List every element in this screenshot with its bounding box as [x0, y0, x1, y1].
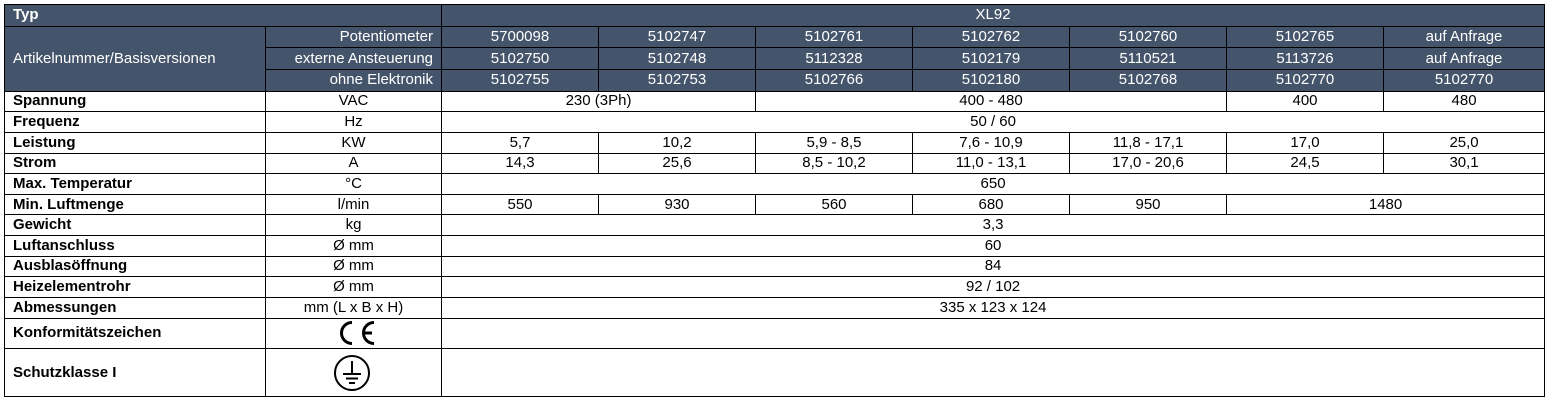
article-number: 5102770: [1384, 69, 1545, 91]
row-value: 560: [756, 194, 913, 215]
row-value: 17,0: [1227, 132, 1384, 153]
row-value: 3,3: [442, 215, 1545, 236]
row-value: 14,3: [442, 153, 599, 174]
row-unit: l/min: [266, 194, 442, 215]
article-number: 5700098: [442, 26, 599, 48]
version-label: ohne Elektronik: [266, 69, 442, 91]
article-number: 5102770: [1227, 69, 1384, 91]
row-value: 17,0 - 20,6: [1070, 153, 1227, 174]
article-number: 5102747: [599, 26, 756, 48]
row-label: Frequenz: [5, 112, 266, 133]
typ-label: Typ: [5, 5, 442, 27]
row-value: 84: [442, 256, 1545, 277]
row-unit: KW: [266, 132, 442, 153]
row-gewicht: [5, 215, 1545, 236]
row-label: Luftanschluss: [5, 236, 266, 257]
article-number: 5102761: [756, 26, 913, 48]
row-value: 8,5 - 10,2: [756, 153, 913, 174]
row-value: 25,0: [1384, 132, 1545, 153]
row-label: Heizelementrohr: [5, 277, 266, 298]
row-leistung: [5, 132, 1545, 153]
row-unit: VAC: [266, 91, 442, 112]
row-value: 400 - 480: [756, 91, 1227, 112]
article-number: 5102760: [1070, 26, 1227, 48]
empty-cell: [442, 318, 1545, 349]
article-number: 5102180: [913, 69, 1070, 91]
row-label: Ausblasöffnung: [5, 256, 266, 277]
article-number: 5112328: [756, 48, 913, 70]
article-number: 5102762: [913, 26, 1070, 48]
version-label: externe Ansteuerung: [266, 48, 442, 70]
row-heizelementrohr: [5, 277, 1545, 298]
row-label: Min. Luftmenge: [5, 194, 266, 215]
row-value: 950: [1070, 194, 1227, 215]
row-unit: Hz: [266, 112, 442, 133]
row-value: 400: [1227, 91, 1384, 112]
row-frequenz: [5, 112, 1545, 133]
row-ausblasoeffnung: [5, 256, 1545, 277]
article-label: Artikelnummer/Basisversionen: [5, 26, 266, 91]
row-max-temperatur: [5, 174, 1545, 195]
article-number: 5110521: [1070, 48, 1227, 70]
version-row-potentiometer: [5, 26, 1545, 48]
row-unit: kg: [266, 215, 442, 236]
article-number: 5102755: [442, 69, 599, 91]
row-value: 930: [599, 194, 756, 215]
row-luftanschluss: [5, 236, 1545, 257]
article-number: 5102766: [756, 69, 913, 91]
row-value: 650: [442, 174, 1545, 195]
row-value: 5,7: [442, 132, 599, 153]
row-value: 11,8 - 17,1: [1070, 132, 1227, 153]
row-value: 10,2: [599, 132, 756, 153]
row-label: Spannung: [5, 91, 266, 112]
article-number: 5113726: [1227, 48, 1384, 70]
row-value: 60: [442, 236, 1545, 257]
protective-earth-icon: [332, 353, 372, 393]
protective-earth-cell: [266, 349, 442, 397]
row-value: 30,1: [1384, 153, 1545, 174]
row-label: Schutzklasse I: [5, 349, 266, 397]
row-value: 11,0 - 13,1: [913, 153, 1070, 174]
row-value: 230 (3Ph): [442, 91, 756, 112]
row-label: Gewicht: [5, 215, 266, 236]
article-number: 5102179: [913, 48, 1070, 70]
version-label: Potentiometer: [266, 26, 442, 48]
row-unit: Ø mm: [266, 256, 442, 277]
row-label: Abmessungen: [5, 297, 266, 318]
row-min-luftmenge: [5, 194, 1545, 215]
row-value: 25,6: [599, 153, 756, 174]
row-spannung: [5, 91, 1545, 112]
row-unit: A: [266, 153, 442, 174]
model-name: XL92: [442, 5, 1545, 27]
row-value: 50 / 60: [442, 112, 1545, 133]
row-unit: mm (L x B x H): [266, 297, 442, 318]
article-number: 5102765: [1227, 26, 1384, 48]
ce-mark-icon: [332, 320, 378, 346]
row-abmessungen: [5, 297, 1545, 318]
row-label: Strom: [5, 153, 266, 174]
header-row-typ: [5, 5, 1545, 27]
row-value: 5,9 - 8,5: [756, 132, 913, 153]
row-value: 92 / 102: [442, 277, 1545, 298]
row-schutzklasse: [5, 349, 1545, 397]
row-value: 1480: [1227, 194, 1545, 215]
article-number: 5102750: [442, 48, 599, 70]
row-unit: Ø mm: [266, 277, 442, 298]
row-value: 550: [442, 194, 599, 215]
row-unit: Ø mm: [266, 236, 442, 257]
row-label: Max. Temperatur: [5, 174, 266, 195]
spec-table: [4, 4, 1545, 397]
row-label: Leistung: [5, 132, 266, 153]
row-strom: [5, 153, 1545, 174]
empty-cell: [442, 349, 1545, 397]
row-label: Konformitätszeichen: [5, 318, 266, 349]
article-number: 5102753: [599, 69, 756, 91]
row-value: 480: [1384, 91, 1545, 112]
row-value: 24,5: [1227, 153, 1384, 174]
row-unit: °C: [266, 174, 442, 195]
ce-mark-cell: [266, 318, 442, 349]
article-number: 5102768: [1070, 69, 1227, 91]
article-number: auf Anfrage: [1384, 48, 1545, 70]
article-number: 5102748: [599, 48, 756, 70]
row-konformitaetszeichen: [5, 318, 1545, 349]
row-value: 7,6 - 10,9: [913, 132, 1070, 153]
row-value: 680: [913, 194, 1070, 215]
article-number: auf Anfrage: [1384, 26, 1545, 48]
row-value: 335 x 123 x 124: [442, 297, 1545, 318]
